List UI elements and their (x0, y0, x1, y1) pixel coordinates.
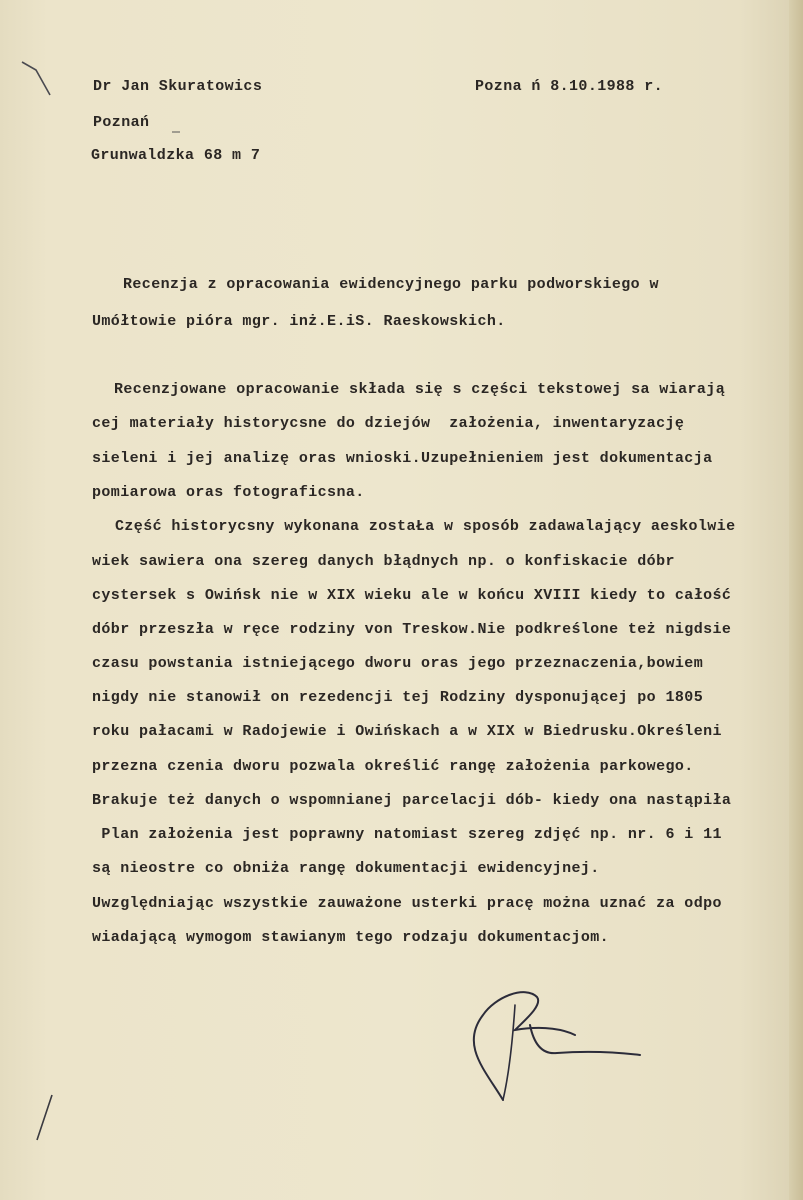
body-line: Brakuje też danych o wspomnianej parcelacji dób- kiedy ona nastąpiła (92, 792, 732, 809)
body-line: wiadającą wymogom stawianym tego rodzaju dokumentacjom. (92, 929, 610, 946)
body-line: Część historycsny wykonana zostaŁa w sposób zadawalający aeskolwie (115, 518, 736, 535)
body-line: przezna czenia dworu pozwala określić rangę założenia parkowego. (92, 758, 694, 775)
body-line: pomiarowa oras fotograficsna. (92, 484, 365, 501)
sender-street: Grunwaldzka 68 m 7 (91, 147, 261, 164)
sender-name: Dr Jan Skuratowics (93, 78, 263, 95)
handwritten-signature (455, 975, 655, 1105)
body-line: Recenzjowane opracowanie składa się s części tekstowej sa wiarają (114, 381, 726, 398)
body-line: Uwzględniając wszystkie zauważone usterki pracę można uznać za odpo (92, 895, 722, 912)
body-line: nigdy nie stanowił on rezedencji tej Rodziny dysponującej po 1805 (92, 689, 704, 706)
body-line: są nieostre co obniża rangę dokumentacji ewidencyjnej. (92, 860, 600, 877)
subject-line-1: Recenzja z opracowania ewidencyjnego parku podworskiego w (123, 276, 659, 293)
body-line: czasu powstania istniejącego dworu oras jego przeznaczenia,bowiem (92, 655, 704, 672)
body-line: cystersek s Owińsk nie w XIX wieku ale w końcu XVIII kiedy to całość (92, 587, 732, 604)
body-line: wiek sawiera ona szereg danych błądnych np. o konfiskacie dóbr (92, 553, 675, 570)
letter-date: Pozna ń 8.10.1988 r. (475, 78, 664, 95)
body-line: Plan założenia jest poprawny natomiast szereg zdjęć np. nr. 6 i 11 (92, 826, 722, 843)
body-line: cej materiały historycsne do dziejów założenia, inwentaryzację (92, 415, 685, 432)
body-line: dóbr przeszła w ręce rodziny von Treskow.Nie podkreślone też nigdsie (92, 621, 732, 638)
body-line: sieleni i jej analizę oras wnioski.Uzupełnieniem jest dokumentacja (92, 450, 713, 467)
body-line: roku pałacami w Radojewie i Owińskach a w XIX w Biedrusku.Określeni (92, 723, 722, 740)
subject-line-2: Umółtowie pióra mgr. inż.E.iS. Raeskowskich. (92, 313, 506, 330)
sender-city: Poznań (93, 114, 150, 131)
